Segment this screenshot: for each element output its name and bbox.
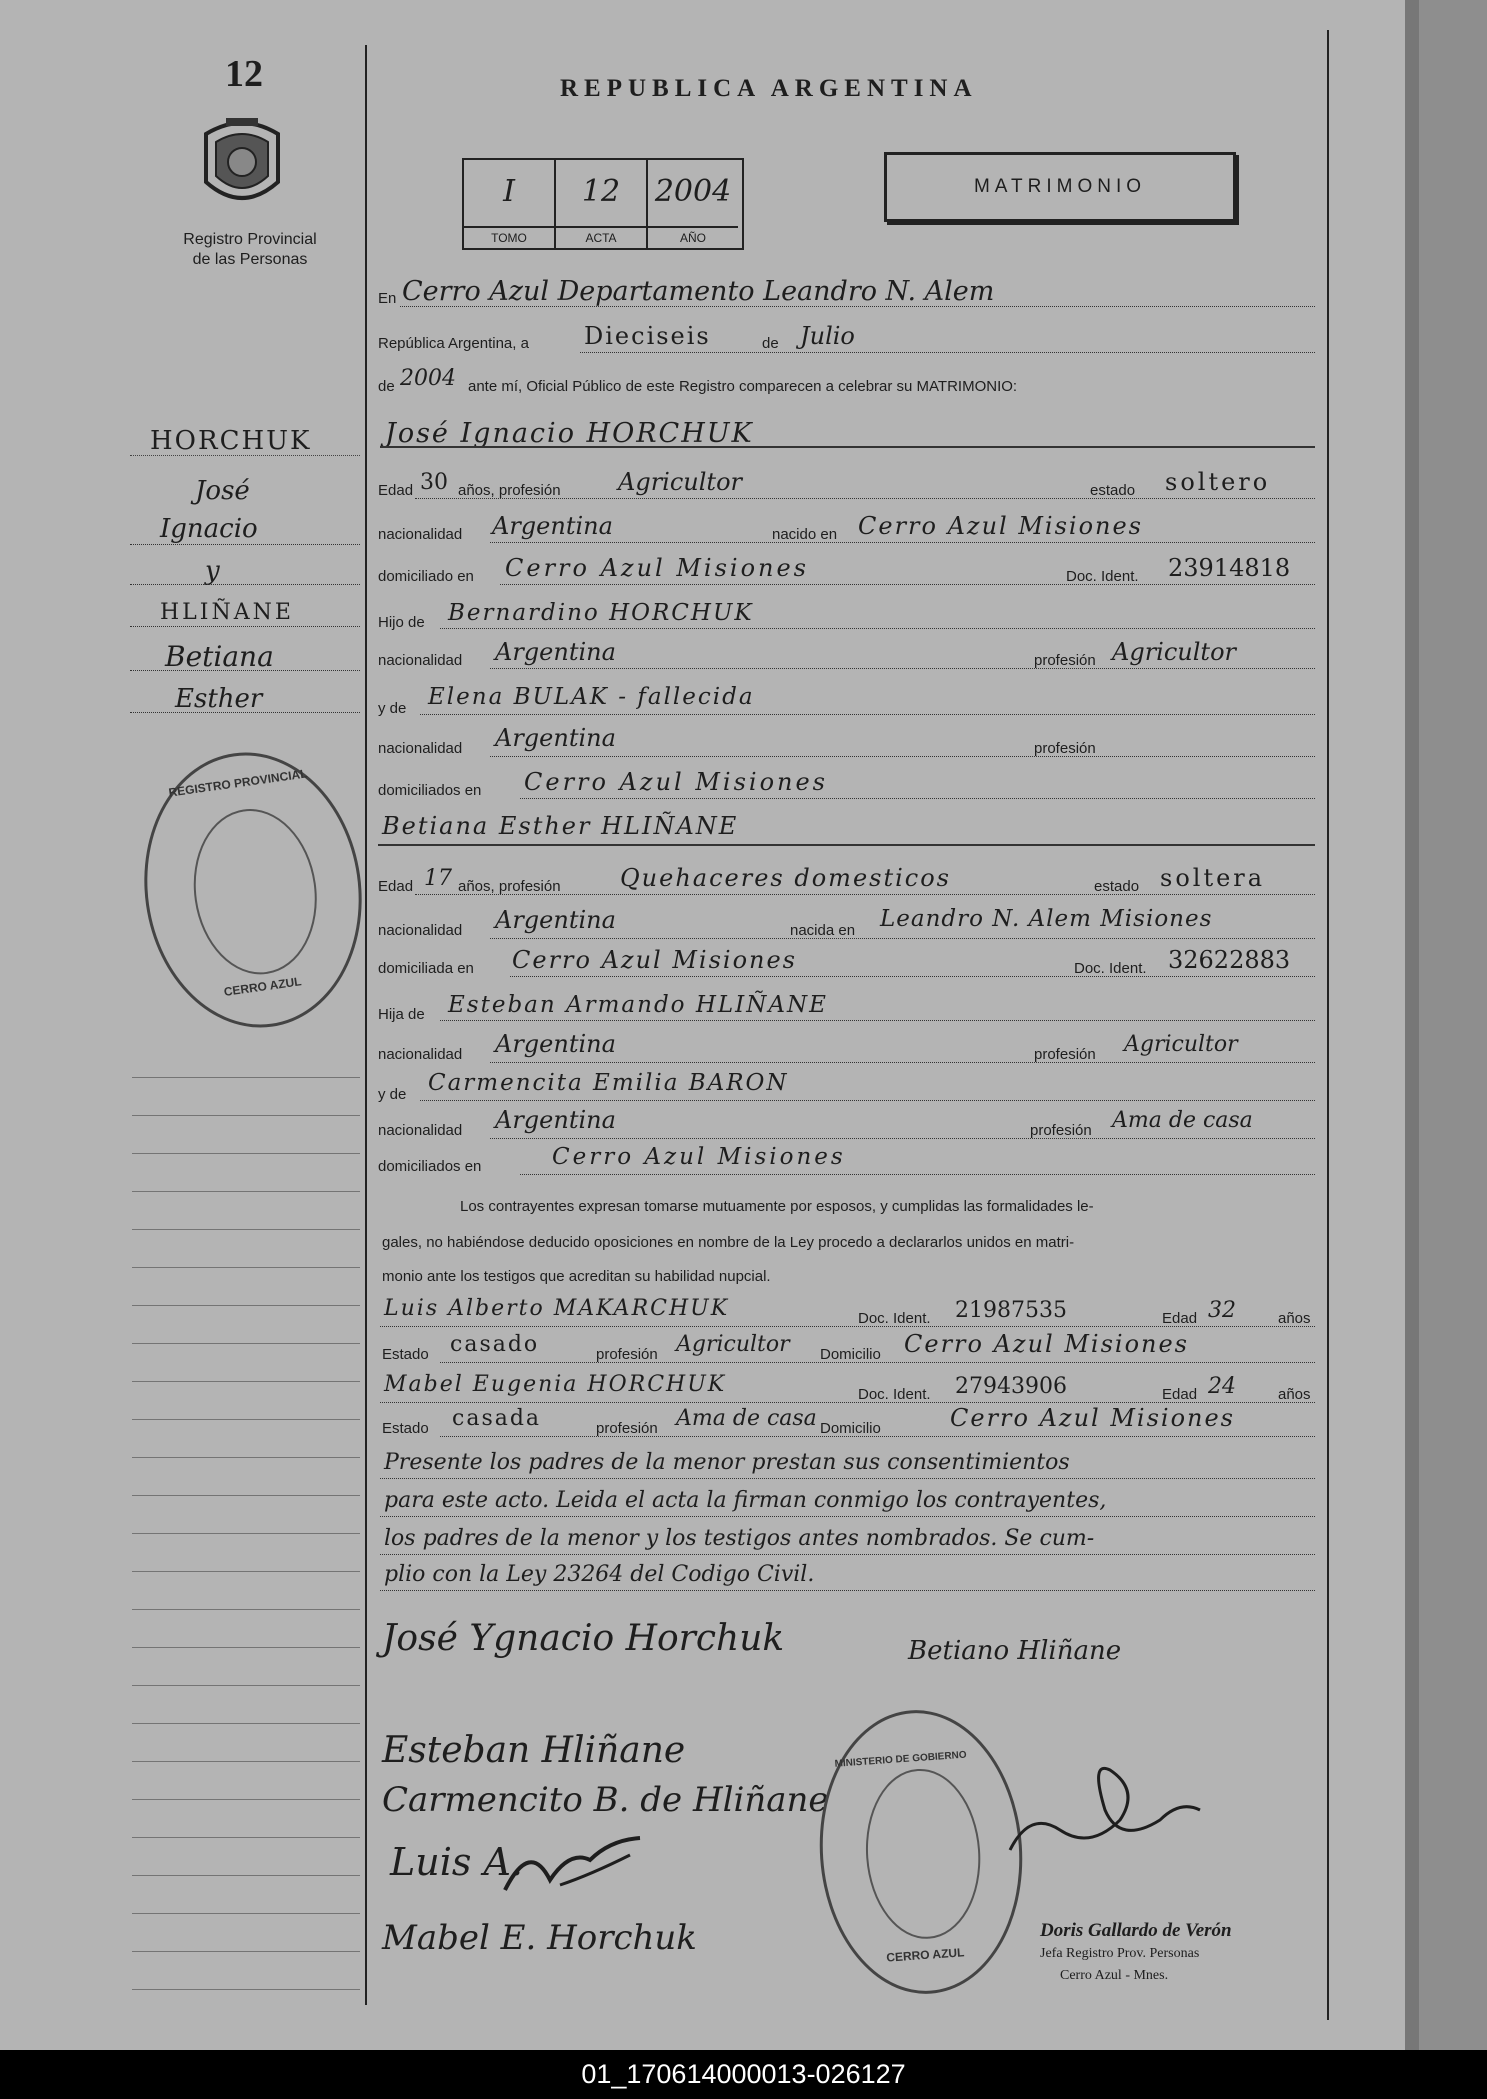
acta-label: ACTA xyxy=(556,226,646,245)
witness2-status: casada xyxy=(452,1406,542,1431)
margin-name: Esther xyxy=(175,684,263,714)
groom-age: 30 xyxy=(420,470,448,495)
groom-father-label: Hijo de xyxy=(378,614,425,631)
declaration-line: monio ante los testigos que acreditan su habilidad nupcial. xyxy=(382,1268,771,1285)
signature-bride: Betiano Hliñane xyxy=(908,1636,1122,1666)
groom-edad-label: Edad xyxy=(378,482,414,499)
registry-label-line: de las Personas xyxy=(192,251,308,268)
groom-father-nationality-label: nacionalidad xyxy=(378,652,463,669)
seal-text: CERRO AZUL xyxy=(885,1945,965,1965)
officer-signature xyxy=(1000,1750,1210,1870)
groom-estado-label: estado xyxy=(1090,482,1136,499)
witness1-profesion-label: profesión xyxy=(596,1346,658,1363)
witness1-name: Luis Alberto MAKARCHUK xyxy=(384,1296,730,1321)
bride-father-nationality-label: nacionalidad xyxy=(378,1046,463,1063)
groom-parents-domicile-label: domiciliados en xyxy=(378,782,482,799)
bride-born-label: nacida en xyxy=(790,922,856,939)
witness2-profesion-label: profesión xyxy=(596,1420,658,1437)
groom-mother-label: y de xyxy=(378,700,407,717)
adjacent-page-edge xyxy=(1405,0,1487,2050)
signature-groom: José Ygnacio Horchuk xyxy=(382,1618,785,1659)
witness1-estado-label: Estado xyxy=(382,1346,429,1363)
witness2-domicile: Cerro Azul Misiones xyxy=(950,1404,1235,1432)
groom-doc-label: Doc. Ident. xyxy=(1066,568,1139,585)
bride-mother-nationality: Argentina xyxy=(495,1106,616,1134)
bride-parents-domicile-label: domiciliados en xyxy=(378,1158,482,1175)
margin-rule xyxy=(365,45,367,2005)
bride-father-nationality: Argentina xyxy=(495,1030,616,1058)
groom-father-profession: Agricultor xyxy=(1112,638,1236,666)
margin-surname-groom: HORCHUK xyxy=(150,426,312,456)
groom-born-label: nacido en xyxy=(772,526,838,543)
groom-domicile: Cerro Azul Misiones xyxy=(505,554,809,582)
label-en: En xyxy=(378,290,397,307)
witness2-domicilio-label: Domicilio xyxy=(820,1420,881,1437)
note-line: Presente los padres de la menor prestan sus consentimientos xyxy=(384,1450,1070,1475)
bride-profession: Quehaceres domesticos xyxy=(620,864,951,892)
year-value: 2004 xyxy=(400,366,456,391)
margin-name: José xyxy=(195,476,250,506)
province-emblem-icon xyxy=(196,112,288,214)
groom-nationality: Argentina xyxy=(492,512,613,540)
officer-stamp-line: Doris Gallardo de Verón xyxy=(1040,1920,1232,1941)
witness2-edad-label: Edad xyxy=(1162,1386,1198,1403)
signature-scribble xyxy=(500,1830,650,1900)
groom-mother-profession-label: profesión xyxy=(1034,740,1096,757)
witness2-estado-label: Estado xyxy=(382,1420,429,1437)
bride-mother-nationality-label: nacionalidad xyxy=(378,1122,463,1139)
declaration-line: gales, no habiéndose deducido oposiciones en nombre de la Ley procedo a declararlos unidos en matri- xyxy=(382,1234,1075,1251)
groom-mother: Elena BULAK - fallecida xyxy=(428,684,755,710)
groom-nationality-label: nacionalidad xyxy=(378,526,463,543)
margin-surname-bride: HLIÑANE xyxy=(160,600,294,625)
bride-edad-label: Edad xyxy=(378,878,414,895)
groom-father: Bernardino HORCHUK xyxy=(448,600,754,626)
stamp-text: CERRO AZUL xyxy=(222,974,303,999)
bride-doc: 32622883 xyxy=(1168,946,1291,974)
officer-stamp-line: Cerro Azul - Mnes. xyxy=(1060,1968,1169,1983)
day-value: Dieciseis xyxy=(584,322,711,350)
note-line: plio con la Ley 23264 del Codigo Civil. xyxy=(384,1562,815,1587)
bride-father-profession: Agricultor xyxy=(1124,1032,1238,1057)
bride-mother-profession: Ama de casa xyxy=(1112,1108,1253,1133)
groom-mother-nationality-label: nacionalidad xyxy=(378,740,463,757)
witness2-profession: Ama de casa xyxy=(676,1406,817,1431)
bride-mother-label: y de xyxy=(378,1086,407,1103)
bride-nationality-label: nacionalidad xyxy=(378,922,463,939)
registry-label xyxy=(150,230,350,270)
groom-name: José Ignacio HORCHUK xyxy=(385,418,754,449)
declaration-line: Los contrayentes expresan tomarse mutuamente por esposos, y cumplidas las formalidades le- xyxy=(460,1198,1094,1215)
witness1-edad-label: Edad xyxy=(1162,1310,1198,1327)
intro-text: ante mí, Oficial Público de este Registro comparecen a celebrar su MATRIMONIO: xyxy=(468,378,1018,395)
witness2-age: 24 xyxy=(1208,1374,1236,1399)
bride-domicile-label: domiciliada en xyxy=(378,960,474,977)
bride-doc-label: Doc. Ident. xyxy=(1074,960,1147,977)
right-rule xyxy=(1327,30,1329,2020)
witness1-domicile: Cerro Azul Misiones xyxy=(904,1330,1189,1358)
bride-birthplace: Leandro N. Alem Misiones xyxy=(880,906,1213,932)
act-type: MATRIMONIO xyxy=(973,176,1147,197)
witness1-status: casado xyxy=(450,1332,540,1357)
bride-status: soltera xyxy=(1160,864,1266,892)
registry-stamp xyxy=(127,738,379,1041)
bride-anos-label: años, profesión xyxy=(458,878,561,895)
witness2-name: Mabel Eugenia HORCHUK xyxy=(384,1372,727,1397)
groom-domicile-label: domiciliado en xyxy=(378,568,474,585)
bride-mother-profession-label: profesión xyxy=(1030,1122,1092,1139)
label-year-de: de xyxy=(378,378,395,395)
label-de: de xyxy=(762,335,779,352)
witness1-anos-label: años xyxy=(1278,1310,1311,1327)
bride-domicile: Cerro Azul Misiones xyxy=(512,946,797,974)
month-value: Julio xyxy=(800,322,855,350)
witness1-doc: 21987535 xyxy=(955,1298,1067,1323)
file-id: 01_170614000013-026127 xyxy=(581,2059,906,2089)
officer-stamp-line: Jefa Registro Prov. Personas xyxy=(1040,1946,1200,1961)
margin-name: Ignacio xyxy=(160,514,258,544)
groom-status: soltero xyxy=(1165,468,1271,496)
bride-age: 17 xyxy=(424,866,452,891)
groom-mother-nationality: Argentina xyxy=(495,724,616,752)
note-line: para este acto. Leida el acta la firman conmigo los contrayentes, xyxy=(384,1488,1107,1513)
page-number: 12 xyxy=(225,53,263,95)
ano-value: 2004 xyxy=(654,174,732,209)
label-republica: República Argentina, a xyxy=(378,335,529,352)
groom-birthplace: Cerro Azul Misiones xyxy=(858,512,1143,540)
signature-bride-father: Esteban Hliñane xyxy=(382,1730,686,1771)
signature-witness1: Luis A. xyxy=(390,1840,523,1884)
witness2-doc: 27943906 xyxy=(955,1374,1067,1399)
witness1-profession: Agricultor xyxy=(676,1332,790,1357)
groom-parents-domicile: Cerro Azul Misiones xyxy=(524,768,828,796)
margin-connector: y xyxy=(205,556,220,586)
registry-label-line: Registro Provincial xyxy=(183,231,317,248)
bride-name: Betiana Esther HLIÑANE xyxy=(382,812,739,840)
witness1-doc-label: Doc. Ident. xyxy=(858,1310,931,1327)
margin-lines xyxy=(132,1040,360,2000)
groom-father-nationality: Argentina xyxy=(495,638,616,666)
tomo-label: TOMO xyxy=(464,226,554,245)
bride-nationality: Argentina xyxy=(495,906,616,934)
margin-name: Betiana xyxy=(165,640,274,673)
witness1-age: 32 xyxy=(1208,1298,1236,1323)
bride-parents-domicile: Cerro Azul Misiones xyxy=(552,1144,846,1170)
stamp-text: REGISTRO PROVINCIAL xyxy=(167,766,309,800)
groom-anos-label: años, profesión xyxy=(458,482,561,499)
act-type-box xyxy=(884,152,1236,222)
bride-estado-label: estado xyxy=(1094,878,1140,895)
ano-label: AÑO xyxy=(648,226,738,245)
witness1-domicilio-label: Domicilio xyxy=(820,1346,881,1363)
groom-doc: 23914818 xyxy=(1168,554,1291,582)
note-line: los padres de la menor y los testigos antes nombrados. Se cum- xyxy=(384,1526,1095,1551)
bride-mother: Carmencita Emilia BARON xyxy=(428,1070,789,1096)
country-title: REPUBLICA ARGENTINA xyxy=(560,75,978,102)
acta-value: 12 xyxy=(581,174,621,209)
seal-text: MINISTERIO DE GOBIERNO xyxy=(834,1749,967,1770)
file-id-bar xyxy=(0,2050,1487,2099)
groom-father-profession-label: profesión xyxy=(1034,652,1096,669)
place-value: Cerro Azul Departamento Leandro N. Alem xyxy=(402,276,995,307)
signature-bride-mother: Carmencito B. de Hliñane xyxy=(382,1780,829,1820)
witness2-anos-label: años xyxy=(1278,1386,1311,1403)
act-number-box xyxy=(462,158,744,250)
bride-father: Esteban Armando HLIÑANE xyxy=(448,992,828,1018)
tomo-value: I xyxy=(503,174,515,209)
witness2-doc-label: Doc. Ident. xyxy=(858,1386,931,1403)
signature-witness2: Mabel E. Horchuk xyxy=(382,1918,697,1958)
bride-father-label: Hija de xyxy=(378,1006,425,1023)
officer-seal xyxy=(810,1703,1031,2000)
groom-profession: Agricultor xyxy=(618,468,742,496)
bride-father-profession-label: profesión xyxy=(1034,1046,1096,1063)
